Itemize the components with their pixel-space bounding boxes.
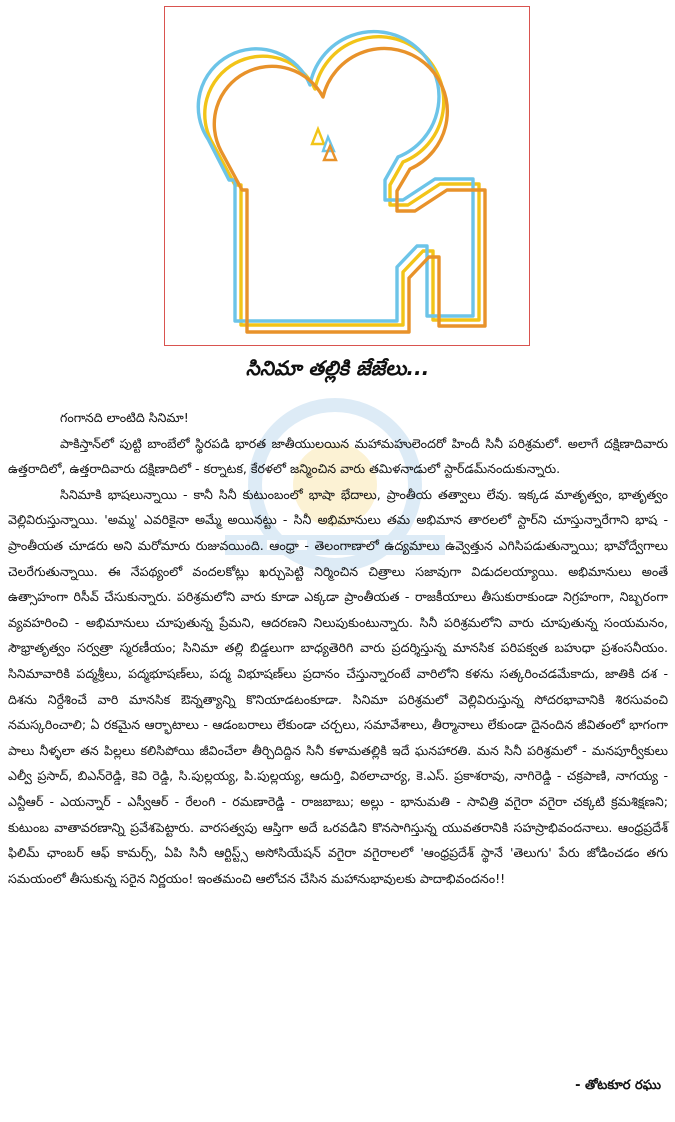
article-paragraph: పాకిస్తాన్‌లో పుట్టి బాంబేలో స్థిరపడి భారత జాతీయులయిన మహామహులెందరో హిందీ సినీ పరిశ్రమలో. అలాగే దక్షిణాదివారు ఉత్తరాదిలో, ఉత్తరాదివారు దక్షిణాదిలో - కర్నాటక, కేరళలో జన్మించిన వారు తమిళనాడులో స్టార్‌డమ్‌నందుకున్నారు. bbox=[8, 435, 668, 477]
article-paragraph: సినిమాకి భాషలున్నాయి - కానీ సినీ కుటుంబంలో భాషా భేదాలు, ప్రాంతీయ తత్వాలు లేవు. ఇక్కడ మాతృత్వం, భాతృత్వం వెల్లివిరుస్తున్నాయి. 'అమ్మ' ఎవరికైనా అమ్మే అయినట్టు - సినీ అభిమానులు తమ అభిమాన తారలలో స్టార్‌ని చూస్తున్నారేగాని భాష - ప్రాంతీయత చూడరు అని మరోమారు రుజువయింది. ఆంధ్రా - తెలంగాణాలో ఉద్యమాలు ఉవ్వెత్తున ఎగిసిపడుతున్నాయి; భావోద్వేగాలు చెలరేగుతున్నాయి. ఈ నేపథ్యంలో వందలకోట్లు ఖర్చుపెట్టి నిర్మించిన చిత్రాలు సజావుగా విడుదలయ్యాయి. అభిమానులు అంతే ఉత్సాహంగా రిసీవ్ చేసుకున్నారు. పరిశ్రమలోని వారు కూడా ఎక్కడా ప్రాంతీయత - రాజకీయాలు తీసుకురాకుండా నిగ్రహంగా, నిబ్బరంగా వ్యవహరించి - అభిమానులు చూపుతున్న ప్రేమని, ఆదరణని నిలుపుకుంటున్నారు. సినీ పరిశ్రమలోని వారు చూపుతున్న సంయమనం, సౌభ్రాతృత్వం సర్వత్రా స్మరణీయం; సినిమా తల్లి బిడ్డలుగా బాధ్యతెరిగి వారు ప్రదర్శిస్తున్న మానసిక పరిపక్వత బహుధా ప్రశంసనీయం. సినిమావారికి పద్మశ్రీలు, పద్మభూషణ్‌లు, పద్మ విభూషణ్‌లు ప్రదానం చేస్తున్నారంటే వారిలోని కళను సత్కరించడమేకాదు, జాతికి దశ - దిశను నిర్దేశించే వారి మానసిక ఔన్నత్యాన్ని కొనియాడటంకూడా. సినిమా పరిశ్రమలో వెల్లివిరుస్తున్న సోదరభావానికి శిరసువంచి నమస్కరించాలి; ఏ రకమైన ఆర్భాటాలు - ఆడంబరాలు లేకుండా చర్చలు, సమావేశాలు, తీర్మానాలు లేకుండా దైనందిన జీవితంలో భాగంగా పాలు నీళ్ళలా తన పిల్లలు కలిసిపోయి జీవించేలా తీర్చిదిద్దిన సినీ కళామతల్లికి ఇదే ఘనహారతి. మన సినీ పరిశ్రమలో - మనపూర్వీకులు ఎల్వీ ప్రసాద్, బిఎన్‌రెడ్డి, కెవి రెడ్డి, సి.పుల్లయ్య, పి.పుల్లయ్య, ఆదుర్తి, విఠలాచార్య, కె.ఎస్. ప్రకాశరావు, నాగిరెడ్డి - చక్రపాణి, నాగయ్య - ఎన్టీఆర్ - ఎయన్నార్ - ఎస్వీఆర్ - రేలంగి - రమణారెడ్డి - రాజబాబు; అల్లు - భానుమతి - సావిత్రి వగైరా వగైరా చక్కటి క్రమశిక్షణని; కుటుంబ వాతావరణాన్ని ప్రవేశపెట్టారు. వారసత్వపు ఆస్తిగా అదే ఒరవడిని కొనసాగిస్తున్న యువతరానికి సహస్రాభివందనాలు. ఆంధ్రప్రదేశ్ ఫిలిమ్ ఛాంబర్ ఆఫ్ కామర్స్, ఏపి సినీ ఆర్టిస్ట్స్ అసోసియేషన్ వగైరా వగైరాలలో 'ఆంధ్రప్రదేశ్ స్థానే 'తెలుగు' పేరు జోడించడం తగు సమయంలో తీసుకున్న సరైన నిర్ణయం! ఇంతమంచి ఆలోచన చేసిన మహానుభావులకు పాదాభివందనం!! bbox=[8, 486, 668, 886]
film-camera-outline-icon bbox=[165, 7, 531, 347]
author-signature: - తోటకూర రఘు bbox=[575, 1078, 661, 1093]
logo-frame bbox=[164, 6, 530, 346]
logo-stroke-orange bbox=[214, 48, 485, 332]
article-body bbox=[8, 405, 668, 891]
article-paragraph: గంగానది లాంటిది సినిమా! bbox=[60, 410, 189, 425]
article-headline: సినిమా తల్లికి జేజేలు... bbox=[245, 356, 430, 380]
play-triangle-orange-icon bbox=[324, 146, 336, 160]
play-triangle-yellow-icon bbox=[312, 129, 324, 144]
